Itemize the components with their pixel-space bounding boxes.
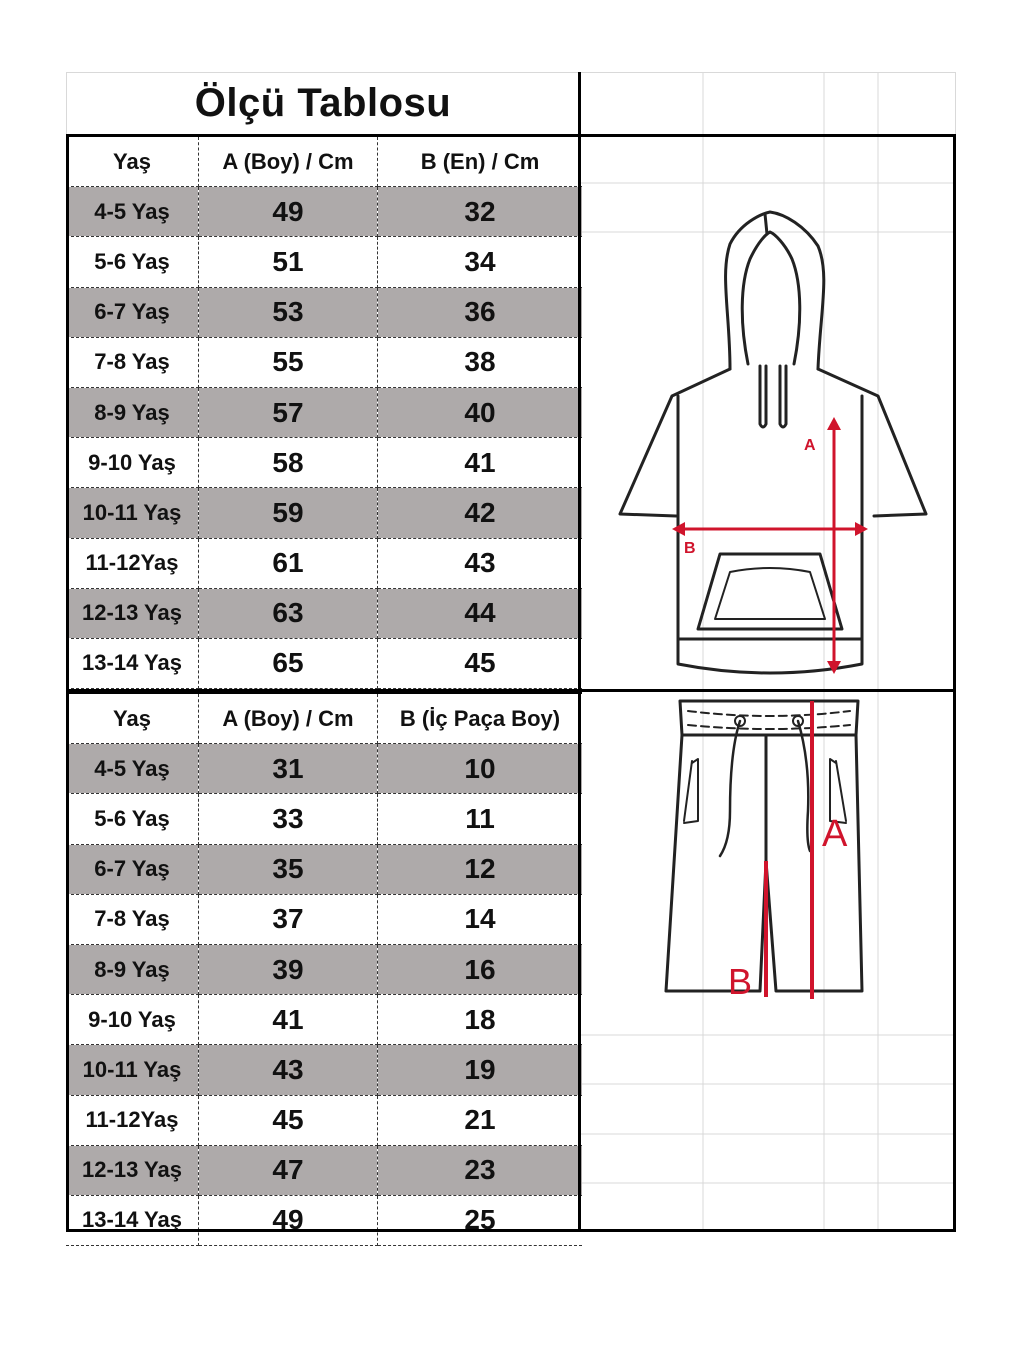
b-cell: 19 (378, 1045, 583, 1095)
b-cell: 41 (378, 438, 583, 488)
a-cell: 61 (199, 538, 378, 588)
b-cell: 34 (378, 237, 583, 287)
a-cell: 65 (199, 638, 378, 688)
hoodie-label-a: A (804, 437, 816, 454)
header-age: Yaş (66, 693, 199, 744)
a-cell: 49 (199, 1195, 378, 1245)
age-cell: 11-12Yaş (66, 538, 199, 588)
age-cell: 12-13 Yaş (66, 1145, 199, 1195)
header-a-length: A (Boy) / Cm (199, 136, 378, 187)
b-cell: 10 (378, 744, 583, 794)
a-cell: 31 (199, 744, 378, 794)
age-cell: 4-5 Yaş (66, 187, 199, 237)
age-cell: 7-8 Yaş (66, 894, 199, 944)
b-cell: 32 (378, 187, 583, 237)
a-cell: 59 (199, 488, 378, 538)
a-cell: 35 (199, 844, 378, 894)
b-cell: 18 (378, 995, 583, 1045)
age-cell: 8-9 Yaş (66, 387, 199, 437)
table-frame (66, 134, 956, 1232)
age-cell: 12-13 Yaş (66, 588, 199, 638)
size-chart-sheet (66, 72, 956, 1236)
header-b-inseam: B (İç Paça Boy) (378, 693, 583, 744)
age-cell: 5-6 Yaş (66, 237, 199, 287)
b-cell: 11 (378, 794, 583, 844)
header-age: Yaş (66, 136, 199, 187)
b-cell: 38 (378, 337, 583, 387)
age-cell: 6-7 Yaş (66, 287, 199, 337)
shorts-label-b: B (728, 961, 753, 1002)
section-divider (66, 689, 956, 692)
b-cell: 40 (378, 387, 583, 437)
b-cell: 21 (378, 1095, 583, 1145)
age-cell: 8-9 Yaş (66, 944, 199, 994)
age-cell: 6-7 Yaş (66, 844, 199, 894)
a-cell: 39 (199, 944, 378, 994)
age-cell: 4-5 Yaş (66, 744, 199, 794)
b-cell: 12 (378, 844, 583, 894)
a-cell: 41 (199, 995, 378, 1045)
a-cell: 53 (199, 287, 378, 337)
a-cell: 58 (199, 438, 378, 488)
a-cell: 33 (199, 794, 378, 844)
b-cell: 14 (378, 894, 583, 944)
hoodie-label-b: B (684, 540, 696, 557)
a-cell: 45 (199, 1095, 378, 1145)
age-cell: 5-6 Yaş (66, 794, 199, 844)
header-a-length: A (Boy) / Cm (199, 693, 378, 744)
a-cell: 57 (199, 387, 378, 437)
a-cell: 37 (199, 894, 378, 944)
a-cell: 51 (199, 237, 378, 287)
b-cell: 16 (378, 944, 583, 994)
age-cell: 13-14 Yaş (66, 1195, 199, 1245)
b-cell: 45 (378, 638, 583, 688)
b-cell: 23 (378, 1145, 583, 1195)
page-title: Ölçü Tablosu (194, 80, 452, 125)
age-cell: 10-11 Yaş (66, 488, 199, 538)
a-cell: 43 (199, 1045, 378, 1095)
a-cell: 55 (199, 337, 378, 387)
b-cell: 43 (378, 538, 583, 588)
shorts-label-a: A (822, 813, 848, 855)
age-cell: 9-10 Yaş (66, 995, 199, 1045)
b-cell: 44 (378, 588, 583, 638)
b-cell: 25 (378, 1195, 583, 1245)
a-cell: 47 (199, 1145, 378, 1195)
age-cell: 13-14 Yaş (66, 638, 199, 688)
b-cell: 36 (378, 287, 583, 337)
column-divider (578, 72, 581, 1232)
b-cell: 42 (378, 488, 583, 538)
header-b-width: B (En) / Cm (378, 136, 583, 187)
age-cell: 7-8 Yaş (66, 337, 199, 387)
age-cell: 10-11 Yaş (66, 1045, 199, 1095)
a-cell: 63 (199, 588, 378, 638)
age-cell: 9-10 Yaş (66, 438, 199, 488)
age-cell: 11-12Yaş (66, 1095, 199, 1145)
a-cell: 49 (199, 187, 378, 237)
